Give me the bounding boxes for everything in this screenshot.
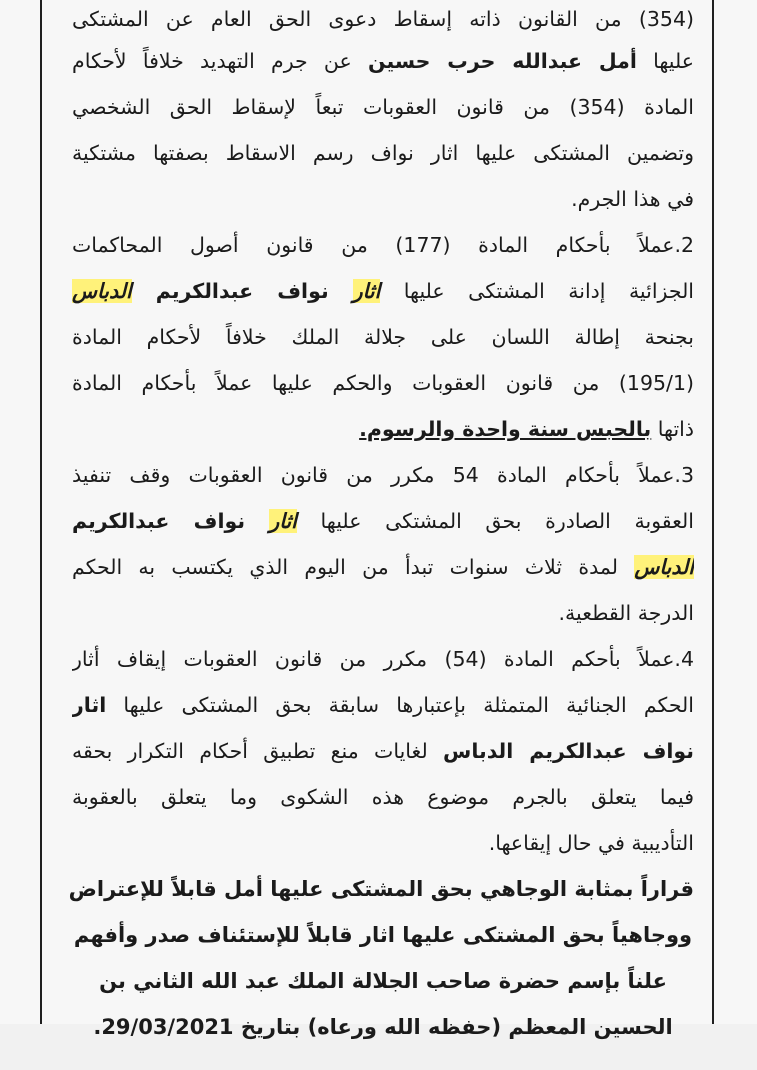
text-line-3: المادة (354) من قانون العقوبات تبعاً لإسقاط الحق الشخصي bbox=[72, 95, 694, 119]
line-12-start: العقوبة الصادرة بحق المشتكى عليها bbox=[296, 509, 694, 533]
text-line-14: الدرجة القطعية. bbox=[558, 601, 694, 625]
line-7-name: نواف عبدالكريم bbox=[131, 279, 353, 303]
line-16-start: الحكم الجنائية المتمثلة بإعتبارها سابقة بحق المشتكى عليها bbox=[106, 693, 694, 717]
text-line-2 bbox=[72, 38, 694, 84]
line-10-start: ذاتها bbox=[651, 417, 694, 441]
text-line-17 bbox=[72, 728, 694, 774]
text-line-15: 4.عملاً بأحكم المادة (54) مكرر من قانون العقوبات إيقاف أثار bbox=[72, 647, 694, 671]
line-17-end: لغايات منع تطبيق أحكام التكرار بحقه bbox=[72, 739, 444, 763]
line-7-start: الجزائية إدانة المشتكى عليها bbox=[380, 279, 694, 303]
final-decision-line-3: علناً بإسم حضرة صاحب الجلالة الملك عبد الله الثاني بن bbox=[99, 969, 667, 993]
highlight-aldabbas-1: الدباس bbox=[72, 279, 132, 303]
text-line-1: (354) من القانون ذاته إسقاط دعوى الحق العام عن المشتكى bbox=[72, 7, 694, 31]
line-16-name: اثار bbox=[72, 693, 107, 717]
line-12-name: نواف عبدالكريم bbox=[72, 509, 270, 533]
sentence-text: بالحبس سنة واحدة والرسوم. bbox=[359, 417, 652, 441]
document-body bbox=[68, 0, 694, 1070]
text-line-11: 3.عملاً بأحكام المادة 54 مكرر من قانون العقوبات وقف تنفيذ bbox=[72, 463, 694, 487]
highlight-athar-1: اثار bbox=[352, 279, 381, 303]
final-decision-line-1: قراراً بمثابة الوجاهي بحق المشتكى عليها أمل قابلاً للإعتراض bbox=[68, 877, 694, 901]
right-frame-line bbox=[712, 0, 714, 1024]
text-line-4: وتضمين المشتكى عليها اثار نواف رسم الاسقاط بصفتها مشتكية bbox=[72, 141, 694, 165]
highlight-athar-2: اثار bbox=[269, 509, 297, 533]
left-frame-line bbox=[40, 0, 42, 1024]
final-decision-line-2: ووجاهياً بحق المشتكى عليها اثار قابلاً للإستئناف صدر وأفهم bbox=[73, 923, 693, 947]
text-line-12 bbox=[72, 498, 694, 544]
highlight-aldabbas-2: الدباس bbox=[634, 555, 694, 579]
final-decision-line-4: الحسين المعظم (حفظه الله ورعاه) بتاريخ 29/03/2021. bbox=[93, 1015, 673, 1039]
text-line-13 bbox=[72, 544, 694, 590]
text-line-7 bbox=[72, 268, 694, 314]
line-2-start: عليها bbox=[636, 49, 694, 73]
text-line-19: التأديبية في حال إيقاعها. bbox=[488, 831, 694, 855]
text-line-9: (195/1) من قانون العقوبات والحكم عليها عملاً بأحكام المادة bbox=[72, 371, 694, 395]
text-line-18: فيما يتعلق بالجرم موضوع هذه الشكوى وما يتعلق بالعقوبة bbox=[72, 785, 694, 809]
text-line-10 bbox=[72, 406, 694, 452]
text-line-6: 2.عملاً بأحكام المادة (177) من قانون أصول المحاكمات bbox=[72, 233, 694, 257]
footer-space bbox=[72, 1050, 694, 1070]
text-line-16 bbox=[72, 682, 694, 728]
defendant-name-amal: أمل عبدالله حرب حسين bbox=[368, 49, 637, 73]
line-2-end: عن جرم التهديد خلافاً لأحكام bbox=[72, 49, 368, 73]
line-13-end: لمدة ثلاث سنوات تبدأ من اليوم الذي يكتسب به الحكم bbox=[72, 555, 635, 579]
line-17-name: نواف عبدالكريم الدباس bbox=[443, 739, 694, 763]
text-line-5: في هذا الجرم. bbox=[571, 187, 694, 211]
text-line-8: بجنحة إطالة اللسان على جلالة الملك خلافاً لأحكام المادة bbox=[72, 325, 694, 349]
